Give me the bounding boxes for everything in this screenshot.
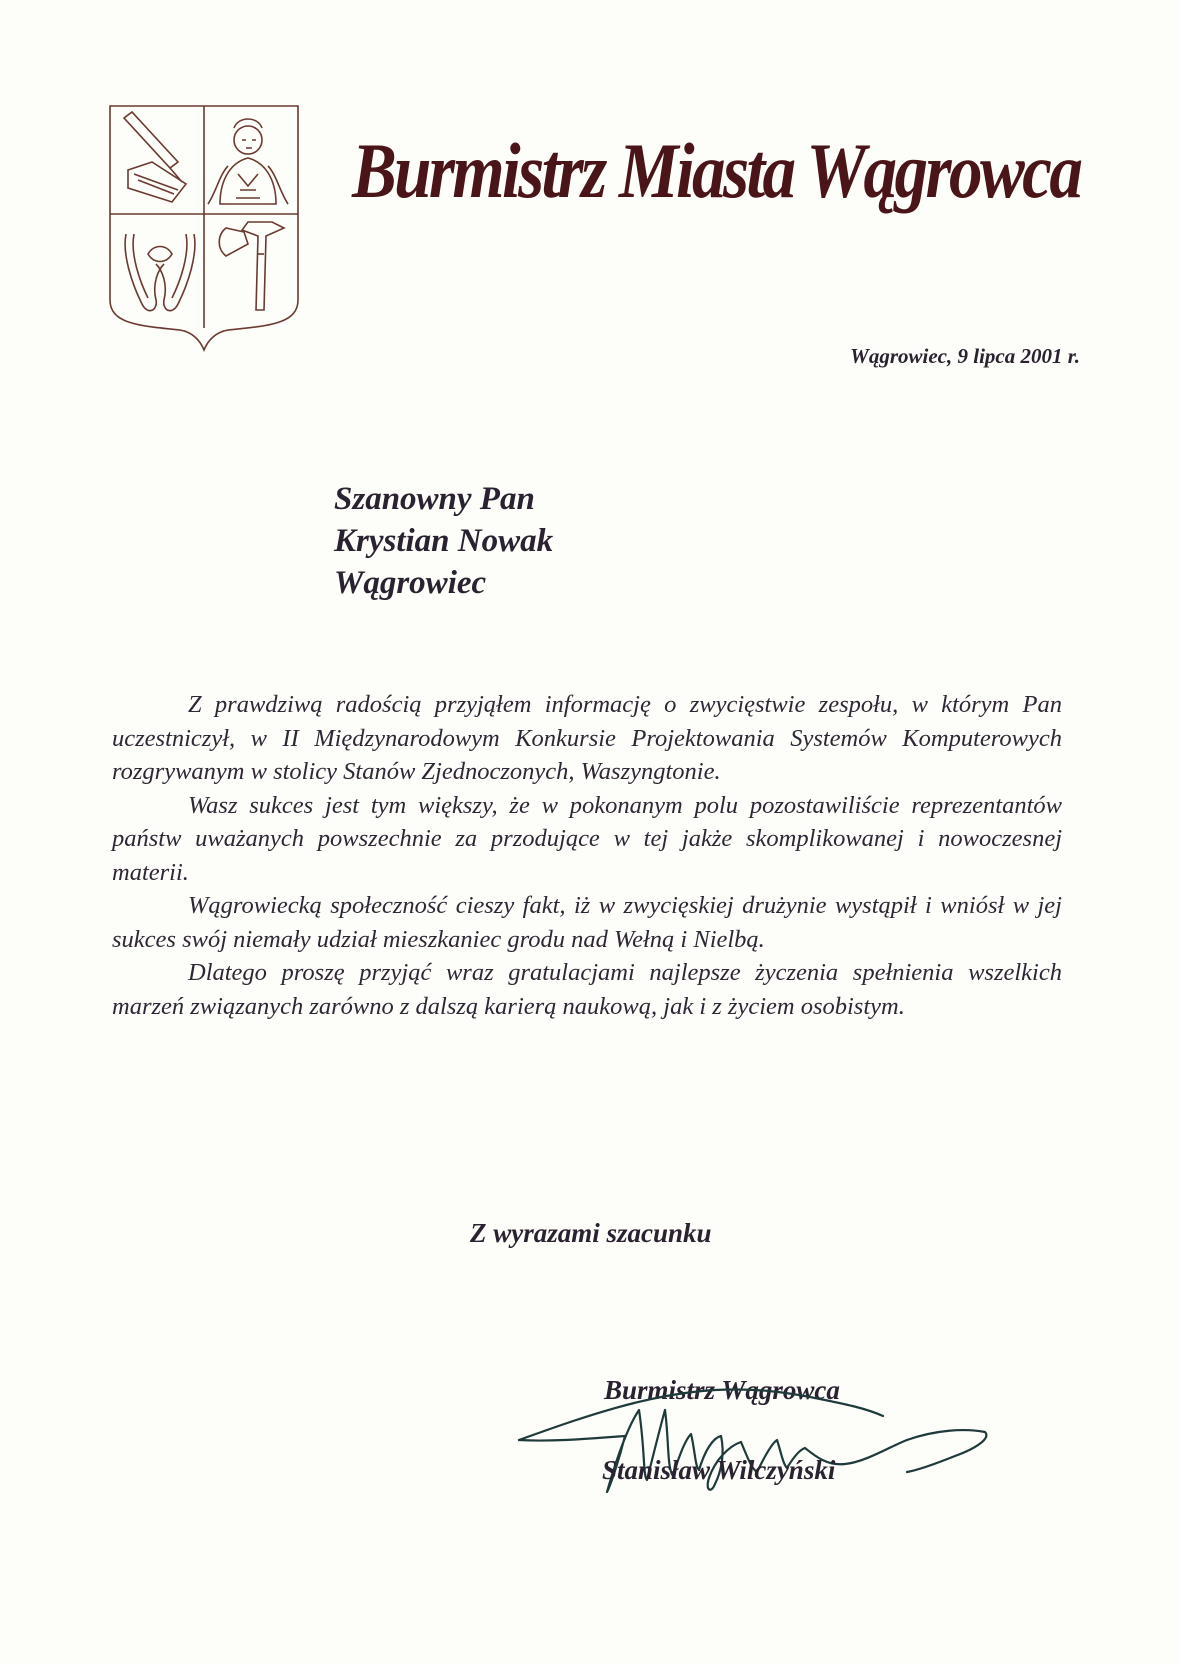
recipient-salutation: Szanowny Pan <box>334 481 535 517</box>
body-paragraph: Wasz sukces jest tym większy, że w pokonanym polu pozostawiliście reprezentantów państw uważanych powszechnie za przodujące w tej jakże skomplikowanej i nowoczesnej materii. <box>112 791 1062 886</box>
signatory-title: Burmistrz Wągrowca <box>604 1375 840 1405</box>
letter-body <box>112 688 1062 1023</box>
recipient-block <box>334 478 553 604</box>
recipient-name: Krystian Nowak <box>334 523 554 559</box>
closing-line: Z wyrazami szacunku <box>470 1218 712 1248</box>
letterhead-title: Burmistrz Miasta Wągrowca <box>352 127 1081 214</box>
letter-date: Wągrowiec, 9 lipca 2001 r. <box>850 344 1080 368</box>
body-paragraph: Z prawdziwą radością przyjąłem informację o zwycięstwie zespołu, w którym Pan uczestniczył, w II Międzynarodowym Konkursie Projektowania Systemów Komputerowych rozgrywanym w stolicy Stanów Zjednoczonych, Waszyngtonie. <box>112 691 1062 785</box>
body-paragraph: Dlatego proszę przyjąć wraz gratulacjami najlepsze życzenia spełnienia wszelkich marzeń związanych zarówno z dalszą karierą naukową, jak i z życiem osobistym. <box>112 959 1062 1020</box>
body-paragraph: Wągrowiecką społeczność cieszy fakt, iż w zwycięskiej drużynie wystąpił i wniósł w jej sukces swój niemały udział mieszkaniec grodu nad Wełną i Nielbą. <box>112 892 1062 953</box>
signatory-name: Stanisław Wilczyński <box>602 1455 836 1485</box>
recipient-city: Wągrowiec <box>334 565 487 601</box>
city-coat-of-arms-icon <box>108 104 300 352</box>
